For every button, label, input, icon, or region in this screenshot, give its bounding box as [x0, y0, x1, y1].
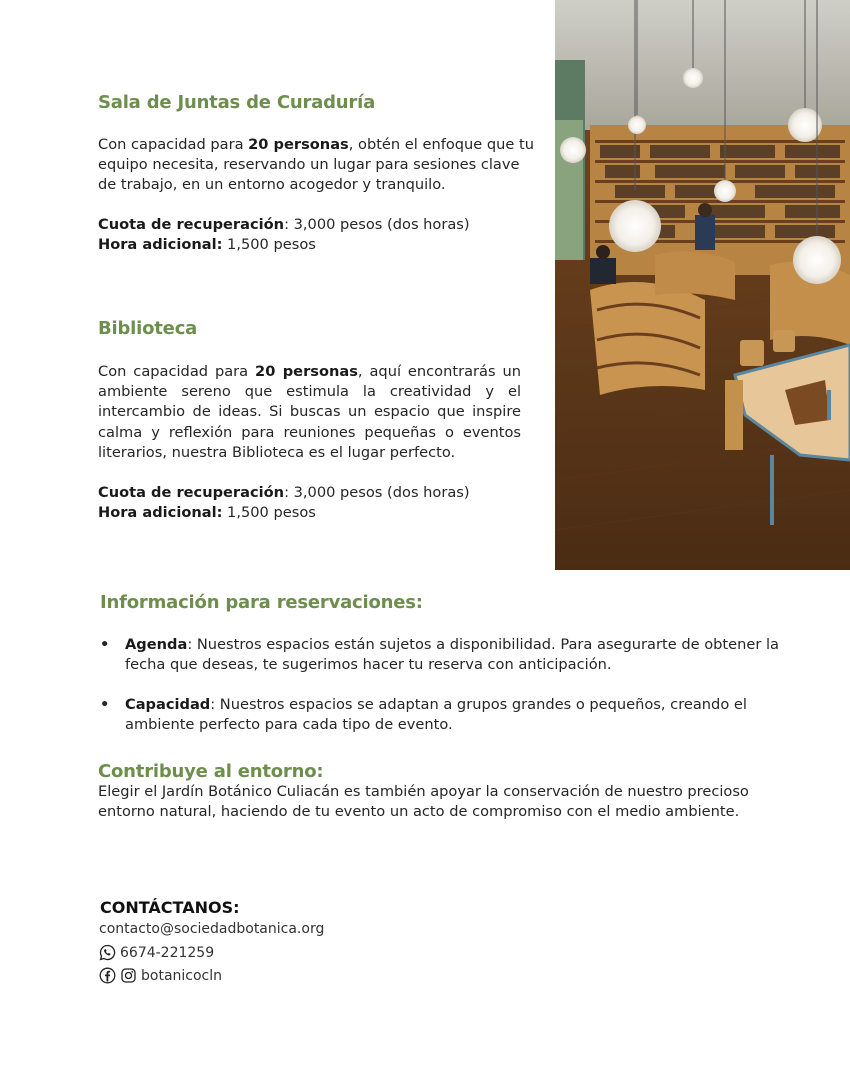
- facebook-icon[interactable]: [99, 967, 116, 984]
- biblioteca-desc-line4: calma y reflexión para reuniones pequeñas o eventos: [98, 423, 521, 441]
- contact-social-handle[interactable]: botanicocln: [141, 967, 223, 984]
- biblioteca-description: [98, 362, 521, 463]
- capacidad-line1: : Nuestros espacios se adaptan a grupos grandes o pequeños, creando el: [210, 696, 747, 713]
- sala-desc-line2: equipo necesita, reservando un lugar para sesiones clave: [98, 156, 520, 174]
- biblioteca-capacity: 20 personas: [255, 363, 358, 380]
- contact-phone-row: [99, 944, 214, 961]
- bullet-icon: •: [100, 696, 110, 713]
- entorno-title: Contribuye al entorno:: [98, 761, 324, 782]
- instagram-icon[interactable]: [120, 967, 137, 984]
- reservaciones-title: Información para reservaciones:: [100, 592, 423, 613]
- sala-desc-line1: , obtén el enfoque que tu: [348, 136, 534, 153]
- biblioteca-title: Biblioteca: [98, 318, 198, 339]
- biblioteca-desc-prefix: Con capacidad para: [98, 363, 256, 380]
- sala-title: Sala de Juntas de Curaduría: [98, 92, 376, 113]
- sala-hora-label: Hora adicional:: [98, 236, 223, 254]
- biblioteca-desc-line3: intercambio de ideas. Si buscas un espacio que inspire: [98, 403, 521, 421]
- sala-hora-value: 1,500 pesos: [222, 236, 316, 254]
- biblioteca-desc-line5: literarios, nuestra Biblioteca es el lugar perfecto.: [98, 443, 456, 461]
- biblioteca-pricing: [98, 483, 523, 523]
- biblioteca-cuota-label: Cuota de recuperación: [98, 484, 285, 501]
- sala-description: [98, 135, 534, 196]
- contact-email-row: [99, 921, 324, 937]
- agenda-label: Agenda: [125, 636, 188, 653]
- entorno-line2: entorno natural, haciendo de tu evento un acto de compromiso con el medio ambiente.: [98, 803, 740, 821]
- agenda-line2: fecha que deseas, te sugerimos hacer tu reserva con anticipación.: [125, 656, 612, 674]
- sala-cuota-label: Cuota de recuperación: [98, 216, 285, 233]
- biblioteca-hora-value: 1,500 pesos: [222, 504, 316, 522]
- agenda-line1: : Nuestros espacios están sujetos a disponibilidad. Para asegurarte de obtener la: [187, 636, 779, 653]
- capacidad-label: Capacidad: [125, 696, 211, 713]
- contact-social-row: [99, 967, 222, 984]
- whatsapp-icon: [99, 944, 116, 961]
- contact-email[interactable]: contacto@sociedadbotanica.org: [99, 921, 325, 937]
- sala-desc-line3: de trabajo, en un entorno acogedor y tranquilo.: [98, 176, 446, 194]
- entorno-line1: Elegir el Jardín Botánico Culiacán es también apoyar la conservación de nuestro precioso: [98, 783, 749, 800]
- sala-desc-prefix: Con capacidad para: [98, 136, 249, 153]
- library-photo: [555, 0, 850, 570]
- bullet-icon: •: [100, 636, 110, 653]
- biblioteca-hora-label: Hora adicional:: [98, 504, 223, 522]
- entorno-text: [98, 782, 798, 822]
- biblioteca-desc-line1: , aquí encontrarás un: [357, 363, 522, 380]
- capacidad-line2: ambiente perfecto para cada tipo de evento.: [125, 716, 453, 734]
- biblioteca-desc-line2: ambiente sereno que estimula la creatividad y el: [98, 383, 521, 401]
- sala-pricing: [98, 215, 523, 255]
- biblioteca-cuota-value: : 3,000 pesos (dos horas): [284, 484, 470, 501]
- contact-phone[interactable]: 6674-221259: [120, 944, 215, 961]
- sala-cuota-value: : 3,000 pesos (dos horas): [284, 216, 470, 233]
- sala-capacity: 20 personas: [248, 136, 349, 153]
- contact-title: CONTÁCTANOS:: [100, 898, 240, 917]
